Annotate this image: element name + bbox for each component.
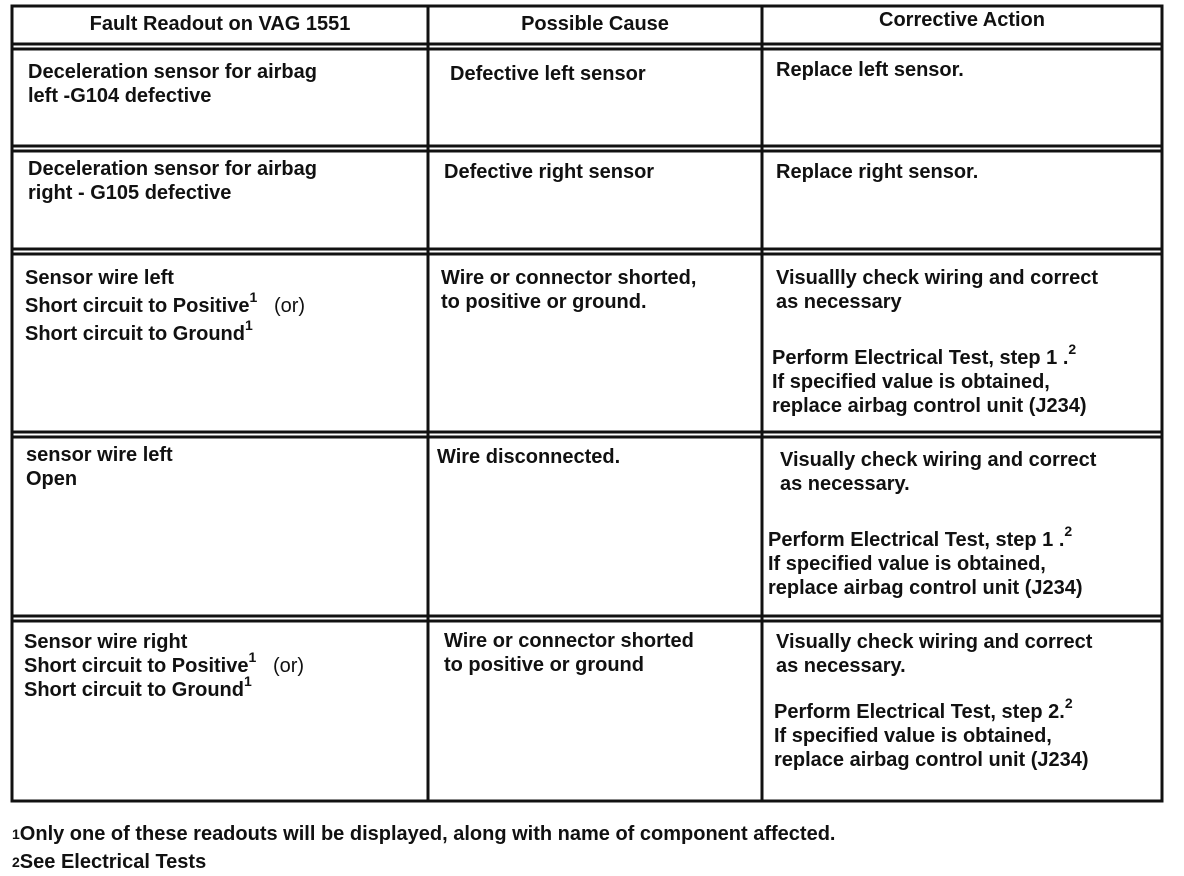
- footnote-1-mark: 1: [12, 826, 20, 842]
- footnote-1: [12, 820, 835, 848]
- row5-action: [774, 630, 1092, 772]
- header-corrective-action: Corrective Action: [879, 9, 1045, 31]
- row5-action-line4: If specified value is obtained,: [774, 725, 1052, 747]
- footnote-ref-1: 1: [248, 649, 257, 666]
- row2-fault-line1: Deceleration sensor for airbag: [28, 158, 317, 180]
- footnote-2-text: See Electrical Tests: [19, 851, 207, 873]
- row5-action-line2: as necessary.: [776, 655, 906, 677]
- row3-cause-line2: to positive or ground.: [441, 291, 647, 313]
- row5-action-line3: [774, 695, 1092, 724]
- row5-fault-line2: [24, 649, 305, 678]
- row2-fault: [28, 157, 317, 205]
- row5-fault-ground: Short circuit to Ground: [24, 679, 244, 701]
- footnote-ref-1: 1: [249, 289, 258, 306]
- header-possible-cause: Possible Cause: [521, 13, 669, 35]
- footnote-2: [12, 848, 835, 876]
- row4-cause-line1: Wire disconnected.: [437, 446, 621, 468]
- row3-action-line3: [772, 341, 1098, 370]
- row2-action-line1: Replace right sensor.: [776, 161, 979, 183]
- row3-fault-line2: [25, 289, 306, 320]
- row5-fault-line1: Sensor wire right: [24, 631, 188, 653]
- row1-fault-line1: Deceleration sensor for airbag: [28, 61, 317, 83]
- row3-fault-line3: [25, 317, 305, 348]
- row5-cause-line1: Wire or connector shorted: [444, 630, 694, 652]
- row4-action-line3: [768, 523, 1096, 552]
- row3-action-line4: If specified value is obtained,: [772, 371, 1050, 393]
- row3-fault-line1: Sensor wire left: [25, 267, 174, 289]
- row3-action: [772, 266, 1098, 418]
- row4-cause: [437, 445, 620, 469]
- footnote-1-text: Only one of these readouts will be displayed, along with name of component affected.: [19, 823, 836, 845]
- row4-fault-line1: sensor wire left: [26, 444, 173, 466]
- row3-fault-positive: Short circuit to Positive: [25, 295, 250, 317]
- header-fault-readout: Fault Readout on VAG 1551: [89, 13, 351, 35]
- row4-action-step: Perform Electrical Test, step 1 .: [768, 529, 1065, 551]
- row4-action-line1: Visually check wiring and correct: [780, 449, 1097, 471]
- row2-action: [776, 160, 978, 184]
- row3-action-line5: replace airbag control unit (J234): [772, 395, 1087, 417]
- footnote-2-mark: 2: [12, 854, 20, 870]
- row3-fault-or: (or): [273, 295, 306, 317]
- row3-action-line1: Visuallly check wiring and correct: [776, 267, 1098, 289]
- row1-cause-line1: Defective left sensor: [450, 63, 646, 85]
- row1-action: [776, 58, 964, 82]
- footnote-ref-1: 1: [245, 317, 253, 334]
- row2-cause-line1: Defective right sensor: [444, 161, 655, 183]
- row4-fault: [26, 443, 173, 491]
- footnote-ref-2: 2: [1068, 341, 1077, 358]
- row5-action-step: Perform Electrical Test, step 2.: [774, 701, 1065, 723]
- row5-fault: [24, 630, 304, 702]
- row4-action-line2: as necessary.: [780, 473, 910, 495]
- row3-cause: [441, 266, 696, 314]
- row5-fault-or: (or): [272, 655, 305, 677]
- row5-action-line1: Visually check wiring and correct: [776, 631, 1093, 653]
- row1-cause: [450, 62, 646, 86]
- footnote-ref-2: 2: [1064, 523, 1073, 540]
- row3-action-step: Perform Electrical Test, step 1 .: [772, 347, 1069, 369]
- row5-cause-line2: to positive or ground: [444, 654, 644, 676]
- row2-cause: [444, 160, 654, 184]
- row4-action-line5: replace airbag control unit (J234): [768, 577, 1083, 599]
- row1-action-line1: Replace left sensor.: [776, 59, 964, 81]
- row5-action-line5: replace airbag control unit (J234): [774, 749, 1089, 771]
- row5-fault-line3: [24, 673, 304, 702]
- row4-action-line4: If specified value is obtained,: [768, 553, 1046, 575]
- row1-fault: [28, 60, 317, 108]
- row5-cause: [444, 629, 694, 677]
- row3-action-line2: as necessary: [776, 291, 902, 313]
- row3-cause-line1: Wire or connector shorted,: [441, 267, 697, 289]
- footnote-ref-1: 1: [244, 673, 252, 690]
- row5-fault-positive: Short circuit to Positive: [24, 655, 249, 677]
- row3-fault-ground: Short circuit to Ground: [25, 323, 245, 345]
- row4-fault-line2: Open: [26, 468, 78, 490]
- row1-fault-line2: left -G104 defective: [28, 85, 212, 107]
- row3-fault: [25, 264, 305, 348]
- footnote-ref-2: 2: [1064, 695, 1073, 712]
- row2-fault-line2: right - G105 defective: [28, 182, 232, 204]
- footnotes: [12, 820, 835, 876]
- row4-action: [768, 448, 1096, 600]
